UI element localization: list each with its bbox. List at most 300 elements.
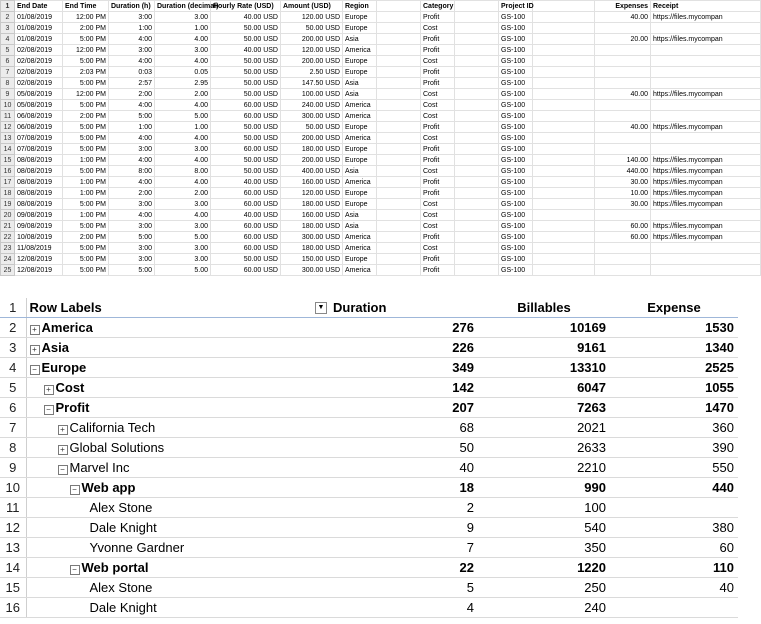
pivot-duration-value[interactable]: 226 [330,338,478,358]
empty-cell[interactable] [377,45,421,56]
receipt-cell[interactable]: https://files.mycompan [651,166,761,177]
end-date-cell[interactable]: 02/08/2019 [15,67,63,78]
receipt-cell[interactable] [651,45,761,56]
amount-cell[interactable]: 240.00 USD [281,100,343,111]
pivot-duration-value[interactable]: 349 [330,358,478,378]
receipt-cell[interactable]: https://files.mycompan [651,155,761,166]
expenses-cell[interactable] [595,254,651,265]
project-id-cell[interactable]: GS-100 [499,23,533,34]
empty-cell[interactable] [377,144,421,155]
pivot-billables-value[interactable]: 2021 [478,418,610,438]
category-cell[interactable]: Cost [421,100,455,111]
pivot-billables-value[interactable]: 350 [478,538,610,558]
duration-decimal-cell[interactable]: 3.00 [155,221,211,232]
end-date-cell[interactable]: 08/08/2019 [15,199,63,210]
duration-decimal-cell[interactable]: 3.00 [155,243,211,254]
end-date-cell[interactable]: 09/08/2019 [15,221,63,232]
project-id-cell[interactable]: GS-100 [499,12,533,23]
empty-cell[interactable] [533,210,595,221]
receipt-cell[interactable] [651,56,761,67]
pivot-billables-value[interactable]: 240 [478,598,610,618]
pivot-row-label[interactable] [26,538,330,558]
empty-cell[interactable] [533,12,595,23]
duration-h-cell[interactable]: 3:00 [109,45,155,56]
empty-cell[interactable] [377,210,421,221]
category-cell[interactable]: Cost [421,166,455,177]
end-date-cell[interactable]: 09/08/2019 [15,210,63,221]
pivot-billables-header[interactable]: Billables [478,298,610,318]
expenses-cell[interactable] [595,78,651,89]
pivot-row-label[interactable] [26,458,330,478]
duration-h-cell[interactable]: 3:00 [109,254,155,265]
empty-cell[interactable] [455,254,499,265]
duration-decimal-cell[interactable]: 3.00 [155,199,211,210]
row-number[interactable]: 12 [1,122,15,133]
amount-cell[interactable]: 180.00 USD [281,221,343,232]
hourly-rate-cell[interactable]: 50.00 USD [211,254,281,265]
empty-cell[interactable] [533,89,595,100]
receipt-cell[interactable] [651,133,761,144]
empty-cell[interactable] [455,67,499,78]
collapse-icon[interactable]: − [44,405,54,415]
project-id-cell[interactable]: GS-100 [499,166,533,177]
collapse-icon[interactable]: − [30,365,40,375]
pivot-expense-header[interactable]: Expense [610,298,738,318]
project-id-cell[interactable]: GS-100 [499,100,533,111]
duration-decimal-cell[interactable]: 2.00 [155,188,211,199]
pivot-row-label[interactable] [26,418,330,438]
project-id-cell[interactable]: GS-100 [499,232,533,243]
column-header[interactable]: End Time [63,1,109,12]
expenses-cell[interactable] [595,265,651,276]
column-header[interactable]: Duration (h) [109,1,155,12]
expand-icon[interactable]: + [58,425,68,435]
category-cell[interactable]: Profit [421,78,455,89]
column-header[interactable]: End Date [15,1,63,12]
row-number[interactable]: 18 [1,188,15,199]
column-header[interactable]: Region [343,1,377,12]
region-cell[interactable]: Asia [343,210,377,221]
row-number[interactable]: 2 [1,12,15,23]
row-number[interactable]: 4 [1,34,15,45]
project-id-cell[interactable]: GS-100 [499,155,533,166]
category-cell[interactable]: Profit [421,122,455,133]
empty-cell[interactable] [377,78,421,89]
category-cell[interactable]: Cost [421,111,455,122]
amount-cell[interactable]: 400.00 USD [281,166,343,177]
pivot-expense-value[interactable] [610,598,738,618]
category-cell[interactable]: Cost [421,89,455,100]
empty-cell[interactable] [377,67,421,78]
empty-cell[interactable] [377,243,421,254]
project-id-cell[interactable]: GS-100 [499,265,533,276]
pivot-duration-value[interactable]: 68 [330,418,478,438]
category-cell[interactable]: Profit [421,34,455,45]
category-cell[interactable]: Profit [421,232,455,243]
duration-h-cell[interactable]: 0:03 [109,67,155,78]
duration-h-cell[interactable]: 5:00 [109,232,155,243]
empty-cell[interactable] [377,166,421,177]
end-date-cell[interactable]: 11/08/2019 [15,243,63,254]
expenses-cell[interactable]: 140.00 [595,155,651,166]
duration-decimal-cell[interactable]: 4.00 [155,155,211,166]
duration-h-cell[interactable]: 5:00 [109,265,155,276]
project-id-cell[interactable]: GS-100 [499,78,533,89]
empty-cell[interactable] [455,265,499,276]
empty-cell[interactable] [377,89,421,100]
empty-cell[interactable] [533,56,595,67]
empty-cell[interactable] [377,100,421,111]
region-cell[interactable]: Asia [343,166,377,177]
expenses-cell[interactable] [595,45,651,56]
end-time-cell[interactable]: 2:00 PM [63,111,109,122]
pivot-billables-value[interactable]: 7263 [478,398,610,418]
project-id-cell[interactable]: GS-100 [499,56,533,67]
duration-h-cell[interactable]: 3:00 [109,12,155,23]
amount-cell[interactable]: 120.00 USD [281,188,343,199]
pivot-duration-value[interactable]: 7 [330,538,478,558]
hourly-rate-cell[interactable]: 60.00 USD [211,265,281,276]
end-time-cell[interactable]: 5:00 PM [63,221,109,232]
project-id-cell[interactable]: GS-100 [499,254,533,265]
pivot-expense-value[interactable]: 1055 [610,378,738,398]
duration-decimal-cell[interactable]: 4.00 [155,34,211,45]
pivot-expense-value[interactable]: 1340 [610,338,738,358]
amount-cell[interactable]: 147.50 USD [281,78,343,89]
pivot-billables-value[interactable]: 10169 [478,318,610,338]
region-cell[interactable]: Europe [343,155,377,166]
end-date-cell[interactable]: 07/08/2019 [15,144,63,155]
amount-cell[interactable]: 150.00 USD [281,254,343,265]
amount-cell[interactable]: 180.00 USD [281,243,343,254]
category-cell[interactable]: Cost [421,23,455,34]
pivot-duration-value[interactable]: 18 [330,478,478,498]
category-cell[interactable]: Cost [421,133,455,144]
region-cell[interactable]: Asia [343,78,377,89]
row-number[interactable]: 3 [1,23,15,34]
empty-cell[interactable] [455,89,499,100]
end-time-cell[interactable]: 5:00 PM [63,133,109,144]
duration-decimal-cell[interactable]: 5.00 [155,232,211,243]
amount-cell[interactable]: 50.00 USD [281,23,343,34]
empty-cell[interactable] [533,199,595,210]
end-time-cell[interactable]: 12:00 PM [63,12,109,23]
hourly-rate-cell[interactable]: 40.00 USD [211,210,281,221]
expenses-cell[interactable]: 30.00 [595,177,651,188]
empty-cell[interactable] [377,221,421,232]
row-number[interactable]: 10 [1,100,15,111]
row-number[interactable]: 13 [0,538,26,558]
duration-h-cell[interactable]: 1:00 [109,23,155,34]
empty-cell[interactable] [455,56,499,67]
row-number[interactable]: 23 [1,243,15,254]
receipt-cell[interactable] [651,243,761,254]
row-number[interactable]: 10 [0,478,26,498]
project-id-cell[interactable]: GS-100 [499,243,533,254]
end-time-cell[interactable]: 2:00 PM [63,23,109,34]
empty-cell[interactable] [455,155,499,166]
pivot-row-label[interactable] [26,598,330,618]
receipt-cell[interactable]: https://files.mycompan [651,12,761,23]
amount-cell[interactable]: 200.00 USD [281,56,343,67]
expenses-cell[interactable] [595,243,651,254]
region-cell[interactable]: Europe [343,56,377,67]
region-cell[interactable]: Europe [343,67,377,78]
row-number[interactable]: 13 [1,133,15,144]
pivot-expense-value[interactable]: 1470 [610,398,738,418]
expenses-cell[interactable] [595,133,651,144]
pivot-expense-value[interactable]: 110 [610,558,738,578]
pivot-row-label[interactable] [26,558,330,578]
column-header[interactable]: Project ID [499,1,533,12]
end-date-cell[interactable]: 05/08/2019 [15,89,63,100]
hourly-rate-cell[interactable]: 50.00 USD [211,34,281,45]
expenses-cell[interactable] [595,100,651,111]
expenses-cell[interactable]: 20.00 [595,34,651,45]
region-cell[interactable]: America [343,243,377,254]
region-cell[interactable]: Asia [343,34,377,45]
hourly-rate-cell[interactable]: 60.00 USD [211,144,281,155]
region-cell[interactable]: America [343,100,377,111]
receipt-cell[interactable] [651,78,761,89]
row-number[interactable]: 8 [1,78,15,89]
hourly-rate-cell[interactable]: 60.00 USD [211,111,281,122]
pivot-expense-value[interactable]: 380 [610,518,738,538]
duration-decimal-cell[interactable]: 3.00 [155,45,211,56]
end-date-cell[interactable]: 08/08/2019 [15,177,63,188]
pivot-row-label[interactable] [26,318,330,338]
empty-cell[interactable] [533,144,595,155]
pivot-row-label[interactable] [26,498,330,518]
pivot-billables-value[interactable]: 250 [478,578,610,598]
duration-h-cell[interactable]: 2:57 [109,78,155,89]
pivot-billables-value[interactable]: 1220 [478,558,610,578]
row-number[interactable]: 16 [1,166,15,177]
duration-h-cell[interactable]: 3:00 [109,199,155,210]
receipt-cell[interactable] [651,111,761,122]
expenses-cell[interactable] [595,23,651,34]
empty-cell[interactable] [533,188,595,199]
end-date-cell[interactable]: 02/08/2019 [15,56,63,67]
duration-h-cell[interactable]: 4:00 [109,155,155,166]
expenses-cell[interactable]: 40.00 [595,89,651,100]
empty-cell[interactable] [533,243,595,254]
end-time-cell[interactable]: 5:00 PM [63,254,109,265]
region-cell[interactable]: Europe [343,188,377,199]
duration-h-cell[interactable]: 5:00 [109,111,155,122]
column-header[interactable]: Category [421,1,455,12]
category-cell[interactable]: Cost [421,199,455,210]
expenses-cell[interactable]: 440.00 [595,166,651,177]
receipt-cell[interactable]: https://files.mycompan [651,122,761,133]
duration-h-cell[interactable]: 8:00 [109,166,155,177]
pivot-billables-value[interactable]: 13310 [478,358,610,378]
end-date-cell[interactable]: 06/08/2019 [15,111,63,122]
duration-h-cell[interactable]: 4:00 [109,133,155,144]
row-number[interactable]: 15 [0,578,26,598]
region-cell[interactable]: Asia [343,89,377,100]
hourly-rate-cell[interactable]: 40.00 USD [211,45,281,56]
receipt-cell[interactable]: https://files.mycompan [651,34,761,45]
project-id-cell[interactable]: GS-100 [499,210,533,221]
duration-h-cell[interactable]: 4:00 [109,210,155,221]
region-cell[interactable]: Europe [343,254,377,265]
pivot-duration-value[interactable]: 40 [330,458,478,478]
hourly-rate-cell[interactable]: 50.00 USD [211,133,281,144]
region-cell[interactable]: Europe [343,144,377,155]
empty-cell[interactable] [533,155,595,166]
hourly-rate-cell[interactable]: 60.00 USD [211,100,281,111]
amount-cell[interactable]: 120.00 USD [281,12,343,23]
pivot-row-label[interactable] [26,478,330,498]
duration-h-cell[interactable]: 4:00 [109,100,155,111]
pivot-duration-value[interactable]: 5 [330,578,478,598]
empty-cell[interactable] [533,122,595,133]
column-header[interactable] [377,1,421,12]
row-number[interactable]: 7 [0,418,26,438]
column-header[interactable] [455,1,499,12]
region-cell[interactable]: America [343,45,377,56]
duration-decimal-cell[interactable]: 3.00 [155,12,211,23]
empty-cell[interactable] [533,232,595,243]
region-cell[interactable]: Asia [343,221,377,232]
row-number[interactable]: 19 [1,199,15,210]
pivot-duration-value[interactable]: 142 [330,378,478,398]
row-number[interactable]: 14 [1,144,15,155]
empty-cell[interactable] [377,111,421,122]
empty-cell[interactable] [377,122,421,133]
row-number[interactable]: 5 [0,378,26,398]
hourly-rate-cell[interactable]: 40.00 USD [211,12,281,23]
expenses-cell[interactable] [595,56,651,67]
region-cell[interactable]: Europe [343,12,377,23]
expenses-cell[interactable]: 30.00 [595,199,651,210]
end-time-cell[interactable]: 5:00 PM [63,56,109,67]
duration-decimal-cell[interactable]: 1.00 [155,23,211,34]
duration-decimal-cell[interactable]: 2.00 [155,89,211,100]
pivot-duration-value[interactable]: 9 [330,518,478,538]
pivot-expense-value[interactable]: 390 [610,438,738,458]
project-id-cell[interactable]: GS-100 [499,144,533,155]
project-id-cell[interactable]: GS-100 [499,122,533,133]
region-cell[interactable]: America [343,177,377,188]
empty-cell[interactable] [533,34,595,45]
row-number[interactable]: 8 [0,438,26,458]
project-id-cell[interactable]: GS-100 [499,45,533,56]
duration-decimal-cell[interactable]: 0.05 [155,67,211,78]
empty-cell[interactable] [455,34,499,45]
empty-cell[interactable] [455,188,499,199]
row-number[interactable]: 24 [1,254,15,265]
duration-decimal-cell[interactable]: 4.00 [155,133,211,144]
empty-cell[interactable] [533,111,595,122]
row-number[interactable]: 6 [0,398,26,418]
row-number[interactable]: 14 [0,558,26,578]
category-cell[interactable]: Cost [421,243,455,254]
expand-icon[interactable]: + [58,445,68,455]
end-date-cell[interactable]: 08/08/2019 [15,188,63,199]
receipt-cell[interactable] [651,265,761,276]
duration-decimal-cell[interactable]: 5.00 [155,111,211,122]
column-header[interactable]: Receipt [651,1,761,12]
empty-cell[interactable] [455,177,499,188]
pivot-expense-value[interactable]: 2525 [610,358,738,378]
category-cell[interactable]: Profit [421,12,455,23]
amount-cell[interactable]: 2.50 USD [281,67,343,78]
empty-cell[interactable] [377,188,421,199]
pivot-row-label[interactable] [26,398,330,418]
expenses-cell[interactable] [595,67,651,78]
pivot-billables-value[interactable]: 990 [478,478,610,498]
receipt-cell[interactable] [651,67,761,78]
end-date-cell[interactable]: 10/08/2019 [15,232,63,243]
end-date-cell[interactable]: 02/08/2019 [15,45,63,56]
empty-cell[interactable] [377,133,421,144]
empty-cell[interactable] [533,166,595,177]
duration-decimal-cell[interactable]: 3.00 [155,254,211,265]
category-cell[interactable]: Profit [421,254,455,265]
row-number[interactable]: 11 [0,498,26,518]
duration-decimal-cell[interactable]: 4.00 [155,177,211,188]
amount-cell[interactable]: 300.00 USD [281,111,343,122]
project-id-cell[interactable]: GS-100 [499,199,533,210]
hourly-rate-cell[interactable]: 60.00 USD [211,221,281,232]
duration-decimal-cell[interactable]: 4.00 [155,210,211,221]
pivot-expense-value[interactable]: 60 [610,538,738,558]
collapse-icon[interactable]: − [58,465,68,475]
empty-cell[interactable] [377,12,421,23]
receipt-cell[interactable]: https://files.mycompan [651,89,761,100]
pivot-billables-value[interactable]: 540 [478,518,610,538]
end-time-cell[interactable]: 1:00 PM [63,177,109,188]
empty-cell[interactable] [377,23,421,34]
receipt-cell[interactable]: https://files.mycompan [651,199,761,210]
duration-h-cell[interactable]: 4:00 [109,177,155,188]
row-number[interactable]: 12 [0,518,26,538]
end-time-cell[interactable]: 5:00 PM [63,122,109,133]
duration-decimal-cell[interactable]: 5.00 [155,265,211,276]
empty-cell[interactable] [533,221,595,232]
end-time-cell[interactable]: 1:00 PM [63,188,109,199]
duration-h-cell[interactable]: 3:00 [109,144,155,155]
project-id-cell[interactable]: GS-100 [499,89,533,100]
amount-cell[interactable]: 160.00 USD [281,177,343,188]
end-time-cell[interactable]: 2:00 PM [63,232,109,243]
project-id-cell[interactable]: GS-100 [499,111,533,122]
pivot-billables-value[interactable]: 100 [478,498,610,518]
empty-cell[interactable] [455,23,499,34]
hourly-rate-cell[interactable]: 50.00 USD [211,89,281,100]
receipt-cell[interactable]: https://files.mycompan [651,232,761,243]
end-time-cell[interactable]: 1:00 PM [63,155,109,166]
row-number[interactable]: 21 [1,221,15,232]
pivot-row-labels-header[interactable] [26,298,330,318]
duration-decimal-cell[interactable]: 4.00 [155,56,211,67]
end-time-cell[interactable]: 5:00 PM [63,100,109,111]
region-cell[interactable]: Europe [343,199,377,210]
pivot-row-label[interactable] [26,358,330,378]
end-time-cell[interactable]: 5:00 PM [63,34,109,45]
end-date-cell[interactable]: 01/08/2019 [15,34,63,45]
column-header[interactable] [533,1,595,12]
pivot-expense-value[interactable]: 1530 [610,318,738,338]
empty-cell[interactable] [455,199,499,210]
row-number[interactable]: 9 [1,89,15,100]
amount-cell[interactable]: 160.00 USD [281,210,343,221]
end-date-cell[interactable]: 07/08/2019 [15,133,63,144]
pivot-expense-value[interactable]: 550 [610,458,738,478]
duration-decimal-cell[interactable]: 8.00 [155,166,211,177]
